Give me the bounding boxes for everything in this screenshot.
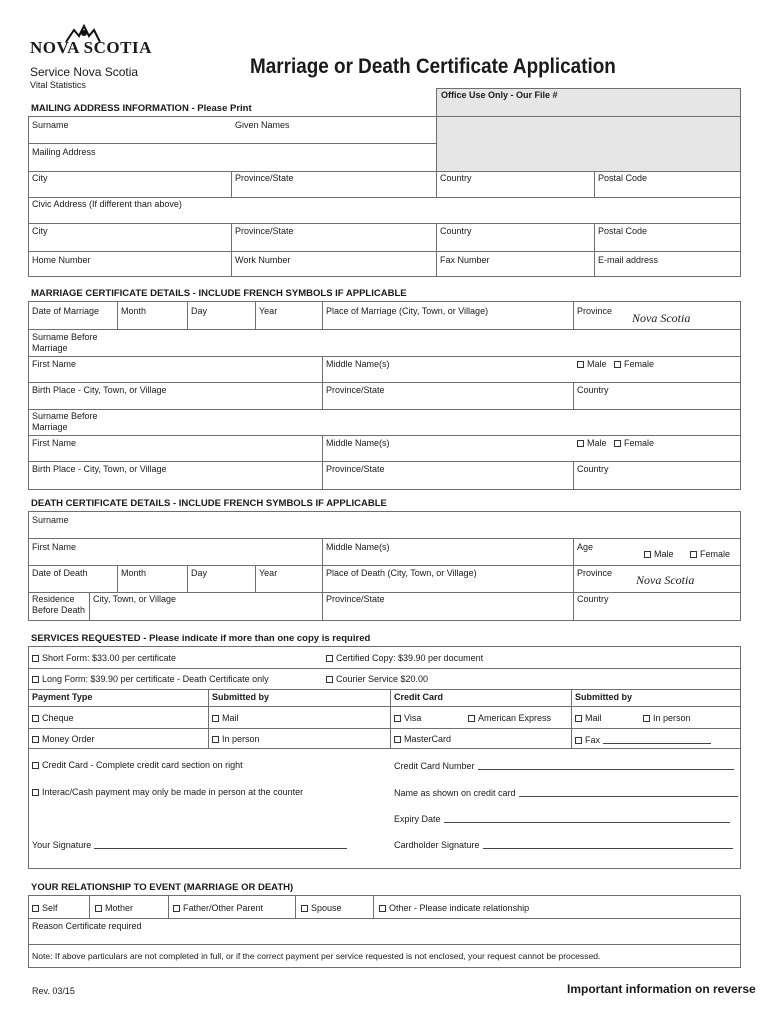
deceased-female-checkbox[interactable]: Female [690, 549, 730, 560]
checkbox-icon [575, 715, 582, 722]
mailing-heading: MAILING ADDRESS INFORMATION - Please Print [31, 103, 252, 114]
mail-checkbox[interactable]: Mail [212, 713, 239, 724]
death-year-field[interactable]: Year [259, 568, 278, 578]
bride-birth-place-field[interactable]: Birth Place - City, Town, or Village [32, 464, 167, 474]
checkbox-icon [644, 551, 651, 558]
cc-in-person-checkbox[interactable]: In person [643, 713, 691, 724]
credit-card-header: Credit Card [394, 692, 444, 702]
bride-surname-field[interactable]: Surname Before Marriage [32, 411, 98, 432]
groom-birth-place-field[interactable]: Birth Place - City, Town, or Village [32, 385, 167, 395]
checkbox-icon [32, 905, 39, 912]
mastercard-checkbox[interactable]: MasterCard [394, 734, 451, 745]
cardholder-signature-field[interactable]: Cardholder Signature [394, 839, 733, 851]
certified-copy-checkbox[interactable]: Certified Copy: $39.90 per document [326, 653, 483, 664]
marriage-province-value: Nova Scotia [632, 311, 691, 325]
checkbox-icon [577, 440, 584, 447]
father-checkbox[interactable]: Father/Other Parent [173, 903, 263, 914]
revision-label: Rev. 03/15 [32, 986, 75, 996]
checkbox-icon [301, 905, 308, 912]
deceased-surname-field[interactable]: Surname [32, 515, 69, 525]
checkbox-icon [326, 655, 333, 662]
checkbox-icon [394, 715, 401, 722]
courier-checkbox[interactable]: Courier Service $20.00 [326, 674, 428, 685]
death-heading: DEATH CERTIFICATE DETAILS - INCLUDE FRENCH SYMBOLS IF APPLICABLE [31, 498, 387, 509]
checkbox-icon [379, 905, 386, 912]
checkbox-icon [95, 905, 102, 912]
checkbox-icon [32, 736, 39, 743]
checkbox-icon [577, 361, 584, 368]
checkbox-icon [326, 676, 333, 683]
bride-middle-names-field[interactable]: Middle Name(s) [326, 438, 390, 448]
bride-female-checkbox[interactable]: Female [614, 438, 654, 449]
civic-province-field[interactable]: Province/State [235, 226, 294, 236]
credit-card-option-checkbox[interactable]: Credit Card - Complete credit card section on right [32, 760, 243, 771]
amex-checkbox[interactable]: American Express [468, 713, 551, 724]
marriage-heading: MARRIAGE CERTIFICATE DETAILS - INCLUDE FRENCH SYMBOLS IF APPLICABLE [31, 288, 407, 299]
cheque-checkbox[interactable]: Cheque [32, 713, 74, 724]
submitted-by-header: Submitted by [212, 692, 270, 702]
services-heading: SERVICES REQUESTED - Please indicate if more than one copy is required [31, 633, 371, 644]
bride-country-field[interactable]: Country [577, 464, 609, 474]
checkbox-icon [32, 762, 39, 769]
death-month-field[interactable]: Month [121, 568, 147, 578]
home-number-field[interactable]: Home Number [32, 255, 91, 265]
residence-city-field[interactable]: City, Town, or Village [93, 594, 177, 604]
mother-checkbox[interactable]: Mother [95, 903, 133, 914]
office-use-label: Office Use Only - Our File # [441, 90, 558, 100]
residence-before-death-label: Residence Before Death [32, 594, 86, 615]
short-form-checkbox[interactable]: Short Form: $33.00 per certificate [32, 653, 176, 664]
marriage-place-field[interactable]: Place of Marriage (City, Town, or Village) [326, 306, 489, 316]
civic-address-field[interactable]: Civic Address (If different than above) [32, 199, 182, 209]
checkbox-icon [32, 789, 39, 796]
marriage-province-label: Province [577, 306, 613, 316]
groom-middle-names-field[interactable]: Middle Name(s) [326, 359, 390, 369]
marriage-month-field[interactable]: Month [121, 306, 147, 316]
marriage-year-field[interactable]: Year [259, 306, 278, 316]
civic-postal-field[interactable]: Postal Code [598, 226, 648, 236]
groom-province-field[interactable]: Province/State [326, 385, 385, 395]
mailing-address-field[interactable]: Mailing Address [32, 147, 96, 157]
bride-province-field[interactable]: Province/State [326, 464, 385, 474]
checkbox-icon [468, 715, 475, 722]
checkbox-icon [212, 715, 219, 722]
civic-country-field[interactable]: Country [440, 226, 472, 236]
relationship-heading: YOUR RELATIONSHIP TO EVENT (MARRIAGE OR DEATH) [31, 882, 294, 893]
in-person-checkbox[interactable]: In person [212, 734, 260, 745]
checkbox-icon [643, 715, 650, 722]
checkbox-icon [614, 440, 621, 447]
given-names-field[interactable]: Given Names [235, 120, 290, 130]
checkbox-icon [32, 655, 39, 662]
interac-cash-checkbox[interactable]: Interac/Cash payment may only be made in person at the counter [32, 787, 303, 798]
division-name: Vital Statistics [30, 80, 86, 90]
deceased-male-checkbox[interactable]: Male [644, 549, 674, 560]
deceased-middle-names-field[interactable]: Middle Name(s) [326, 542, 390, 552]
bride-male-checkbox[interactable]: Male [577, 438, 607, 449]
deceased-age-field[interactable]: Age [577, 542, 594, 552]
death-place-field[interactable]: Place of Death (City, Town, or Village) [326, 568, 477, 578]
your-signature-field[interactable]: Your Signature [32, 839, 347, 851]
other-relationship-checkbox[interactable]: Other - Please indicate relationship [379, 903, 529, 914]
money-order-checkbox[interactable]: Money Order [32, 734, 95, 745]
death-province-value: Nova Scotia [636, 573, 695, 587]
date-of-death-label: Date of Death [32, 568, 88, 578]
deceased-first-name-field[interactable]: First Name [32, 542, 77, 552]
groom-first-name-field[interactable]: First Name [32, 359, 77, 369]
death-province-label: Province [577, 568, 613, 578]
note-text: Note: If above particulars are not completed in full, or if the correct payment per service requested is not enclosed, your request cannot be processed. [32, 951, 601, 961]
visa-checkbox[interactable]: Visa [394, 713, 421, 724]
logo-wordmark: NOVA SCOTIA [30, 38, 152, 57]
reverse-notice: Important information on reverse [567, 982, 756, 996]
groom-female-checkbox[interactable]: Female [614, 359, 654, 370]
page-title: Marriage or Death Certificate Application [250, 55, 616, 78]
surname-field[interactable]: Surname [32, 120, 69, 130]
long-form-checkbox[interactable]: Long Form: $39.90 per certificate - Death Certificate only [32, 674, 269, 685]
service-name: Service Nova Scotia [30, 65, 139, 79]
checkbox-icon [32, 715, 39, 722]
submitted-by-header-2: Submitted by [575, 692, 633, 702]
postal-code-field[interactable]: Postal Code [598, 173, 648, 183]
marriage-day-field[interactable]: Day [191, 306, 208, 316]
bride-first-name-field[interactable]: First Name [32, 438, 77, 448]
name-on-card-field[interactable]: Name as shown on credit card [394, 787, 738, 799]
cc-mail-checkbox[interactable]: Mail [575, 713, 602, 724]
civic-city-field[interactable]: City [32, 226, 48, 236]
reason-field[interactable]: Reason Certificate required [32, 921, 142, 931]
checkbox-icon [173, 905, 180, 912]
checkbox-icon [394, 736, 401, 743]
checkbox-icon [575, 737, 582, 744]
residence-province-field[interactable]: Province/State [326, 594, 385, 604]
expiry-date-field[interactable]: Expiry Date [394, 813, 730, 825]
death-day-field[interactable]: Day [191, 568, 208, 578]
cc-number-field[interactable]: Credit Card Number [394, 760, 734, 772]
groom-male-checkbox[interactable]: Male [577, 359, 607, 370]
checkbox-icon [212, 736, 219, 743]
province-state-field[interactable]: Province/State [235, 173, 294, 183]
city-field[interactable]: City [32, 173, 48, 183]
country-field[interactable]: Country [440, 173, 472, 183]
email-field[interactable]: E-mail address [598, 255, 659, 265]
checkbox-icon [32, 676, 39, 683]
self-checkbox[interactable]: Self [32, 903, 58, 914]
spouse-checkbox[interactable]: Spouse [301, 903, 342, 914]
checkbox-icon [690, 551, 697, 558]
date-of-marriage-label: Date of Marriage [32, 306, 100, 316]
fax-number-field[interactable]: Fax Number [440, 255, 490, 265]
fax-checkbox[interactable]: Fax [575, 734, 711, 746]
payment-type-header: Payment Type [32, 692, 93, 702]
groom-country-field[interactable]: Country [577, 385, 609, 395]
work-number-field[interactable]: Work Number [235, 255, 291, 265]
residence-country-field[interactable]: Country [577, 594, 609, 604]
groom-surname-field[interactable]: Surname Before Marriage [32, 332, 98, 353]
checkbox-icon [614, 361, 621, 368]
